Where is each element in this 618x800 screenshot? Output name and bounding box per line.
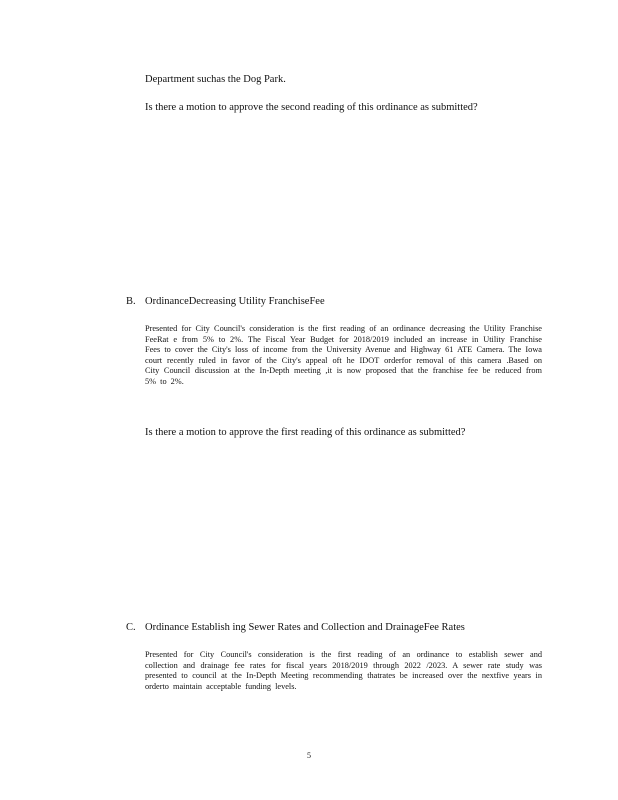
section-c-title: Ordinance Establish ing Sewer Rates and Collection and DrainageFee Rates [145, 622, 465, 633]
motion-question-a: Is there a motion to approve the second reading of this ordinance as submitted? [145, 102, 478, 113]
section-b-paragraph: Presented for City Council's consideration is the first reading of an ordinance decreasing the Utility Franchise FeeRat e from 5% to 2%. The Fiscal Year Budget for 2018/2019 included an increase in Utility Franchise Fees to cover the City's loss of income from the University Avenue and Highway 61 ATE Camera. The Iowa court recently ruled in favor of the City's appeal oft he IDOT orderfor removal of this camera .Based on City Council discussion at the In-Depth meeting ,it is now proposed that the franchise fee be reduced from 5% to 2%. [145, 324, 542, 386]
section-b-letter: B. [126, 296, 136, 307]
section-b-title: OrdinanceDecreasing Utility FranchiseFee [145, 296, 325, 307]
page-number: 5 [307, 751, 311, 760]
section-c-letter: C. [126, 622, 136, 633]
continuation-line: Department suchas the Dog Park. [145, 74, 286, 85]
section-c-paragraph: Presented for City Council's consideration is the first reading of an ordinance to establish sewer and collection and drainage fee rates for fiscal years 2018/2019 through 2022 /2023. A sewer rate study was presented to council at the In-Depth Meeting recommending thatrates be increased over the nextfive years in orderto maintain acceptable funding levels. [145, 650, 542, 691]
motion-question-b: Is there a motion to approve the first reading of this ordinance as submitted? [145, 427, 466, 438]
